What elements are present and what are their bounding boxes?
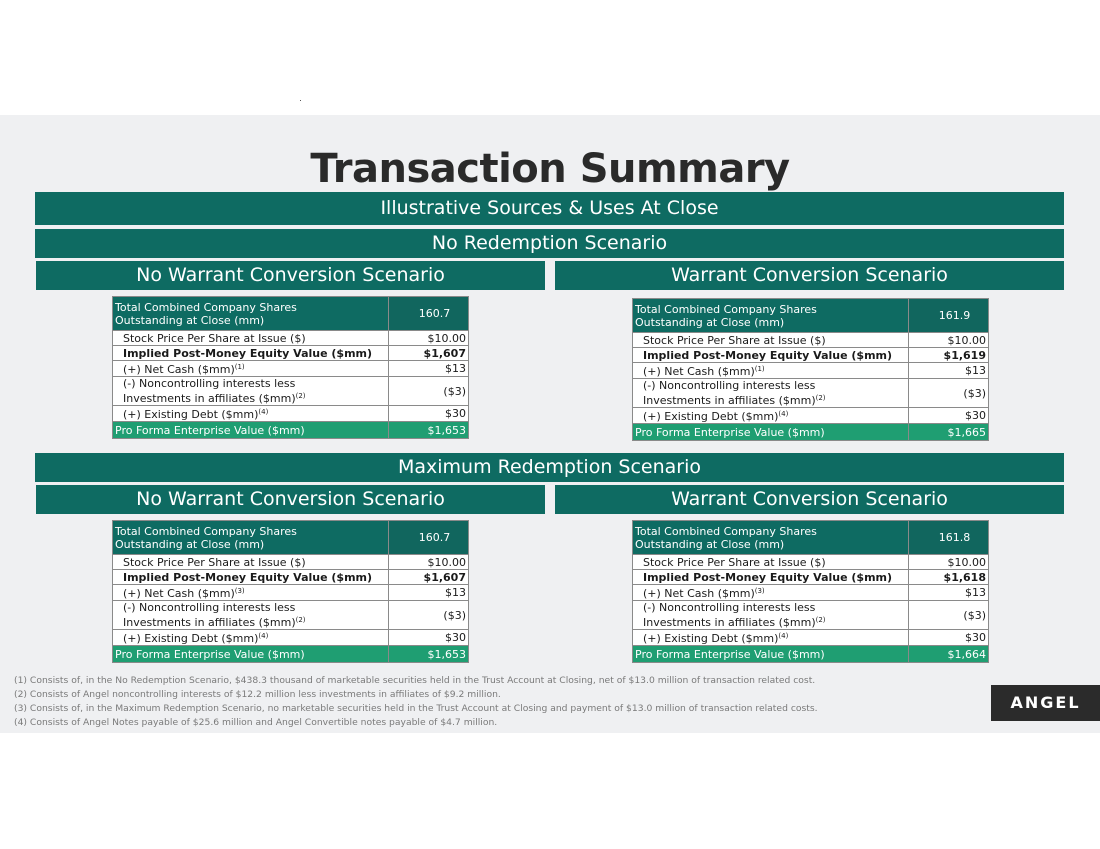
- ev-value: $1,665: [909, 424, 989, 441]
- nci-value: ($3): [389, 601, 469, 630]
- price-label: Stock Price Per Share at Issue ($): [113, 331, 389, 346]
- nci-value: ($3): [909, 379, 989, 408]
- equity-label: Implied Post-Money Equity Value ($mm): [113, 346, 389, 361]
- nr-no-warrant-header: No Warrant Conversion Scenario: [36, 261, 545, 290]
- nr-warrant-header: Warrant Conversion Scenario: [555, 261, 1064, 290]
- equity-label: Implied Post-Money Equity Value ($mm): [113, 570, 389, 585]
- net-cash-value: $13: [909, 363, 989, 379]
- ev-label: Pro Forma Enterprise Value ($mm): [633, 646, 909, 663]
- equity-value: $1,619: [909, 348, 989, 363]
- angel-logo: ANGEL: [991, 685, 1100, 721]
- stray-dot: [300, 100, 301, 101]
- nci-value: ($3): [909, 601, 989, 630]
- net-cash-value: $13: [389, 361, 469, 377]
- slide: [0, 115, 1100, 733]
- shares-value: 160.7: [389, 521, 469, 555]
- shares-label: Total Combined Company Shares Outstanding at Close (mm): [633, 521, 909, 555]
- footnote-3: (3) Consists of, in the Maximum Redemption Scenario, no marketable securities held in the Trust Account at Closing and payment of $13.0 million of transaction related costs.: [14, 703, 818, 714]
- footnote-4: (4) Consists of Angel Notes payable of $25.6 million and Angel Convertible notes payable of $4.7 million.: [14, 717, 498, 728]
- sources-uses-banner: Illustrative Sources & Uses At Close: [35, 192, 1064, 225]
- net-cash-value: $13: [909, 585, 989, 601]
- no-redemption-header: No Redemption Scenario: [35, 229, 1064, 258]
- debt-label: (+) Existing Debt ($mm)$^{(4)}$: [113, 630, 389, 646]
- equity-value: $1,618: [909, 570, 989, 585]
- net-cash-label: (+) Net Cash ($mm)$^{(3)}$: [113, 585, 389, 601]
- table-mr-no-warrant: [112, 520, 469, 663]
- ev-label: Pro Forma Enterprise Value ($mm): [113, 646, 389, 663]
- equity-label: Implied Post-Money Equity Value ($mm): [633, 348, 909, 363]
- debt-value: $30: [389, 630, 469, 646]
- page-title: Transaction Summary: [310, 146, 790, 192]
- price-value: $10.00: [389, 331, 469, 346]
- table-nr-no-warrant: [112, 296, 469, 439]
- ev-value: $1,653: [389, 422, 469, 439]
- nci-value: ($3): [389, 377, 469, 406]
- footnote-2: (2) Consists of Angel noncontrolling interests of $12.2 million less investments in affiliates of $9.2 million.: [14, 689, 501, 700]
- net-cash-value: $13: [389, 585, 469, 601]
- price-label: Stock Price Per Share at Issue ($): [633, 555, 909, 570]
- ev-label: Pro Forma Enterprise Value ($mm): [113, 422, 389, 439]
- price-value: $10.00: [909, 555, 989, 570]
- table-nr-warrant: [632, 298, 989, 441]
- footnotes: [14, 674, 818, 730]
- debt-value: $30: [909, 630, 989, 646]
- shares-value: 161.9: [909, 299, 989, 333]
- max-redemption-header: Maximum Redemption Scenario: [35, 453, 1064, 482]
- debt-label: (+) Existing Debt ($mm)$^{(4)}$: [633, 630, 909, 646]
- ev-value: $1,664: [909, 646, 989, 663]
- equity-label: Implied Post-Money Equity Value ($mm): [633, 570, 909, 585]
- shares-label: Total Combined Company Shares Outstanding at Close (mm): [113, 297, 389, 331]
- price-label: Stock Price Per Share at Issue ($): [633, 333, 909, 348]
- shares-value: 160.7: [389, 297, 469, 331]
- debt-label: (+) Existing Debt ($mm)$^{(4)}$: [113, 406, 389, 422]
- table-mr-warrant: [632, 520, 989, 663]
- net-cash-label: (+) Net Cash ($mm)$^{(3)}$: [633, 585, 909, 601]
- equity-value: $1,607: [389, 346, 469, 361]
- mr-no-warrant-header: No Warrant Conversion Scenario: [36, 485, 545, 514]
- equity-value: $1,607: [389, 570, 469, 585]
- price-value: $10.00: [909, 333, 989, 348]
- shares-label: Total Combined Company Shares Outstanding at Close (mm): [633, 299, 909, 333]
- net-cash-label: (+) Net Cash ($mm)$^{(1)}$: [113, 361, 389, 377]
- nci-label: (-) Noncontrolling interests less Investments in affiliates ($mm)$^{(2)}$: [113, 601, 389, 630]
- footnote-1: (1) Consists of, in the No Redemption Scenario, $438.3 thousand of marketable securities held in the Trust Account at Closing, net of $13.0 million of transaction related cost.: [14, 675, 816, 686]
- debt-value: $30: [389, 406, 469, 422]
- net-cash-label: (+) Net Cash ($mm)$^{(1)}$: [633, 363, 909, 379]
- nci-label: (-) Noncontrolling interests less Investments in affiliates ($mm)$^{(2)}$: [633, 379, 909, 408]
- shares-value: 161.8: [909, 521, 989, 555]
- shares-label: Total Combined Company Shares Outstanding at Close (mm): [113, 521, 389, 555]
- price-value: $10.00: [389, 555, 469, 570]
- nci-label: (-) Noncontrolling interests less Investments in affiliates ($mm)$^{(2)}$: [633, 601, 909, 630]
- debt-value: $30: [909, 408, 989, 424]
- mr-warrant-header: Warrant Conversion Scenario: [555, 485, 1064, 514]
- nci-label: (-) Noncontrolling interests less Investments in affiliates ($mm)$^{(2)}$: [113, 377, 389, 406]
- debt-label: (+) Existing Debt ($mm)$^{(4)}$: [633, 408, 909, 424]
- ev-label: Pro Forma Enterprise Value ($mm): [633, 424, 909, 441]
- price-label: Stock Price Per Share at Issue ($): [113, 555, 389, 570]
- ev-value: $1,653: [389, 646, 469, 663]
